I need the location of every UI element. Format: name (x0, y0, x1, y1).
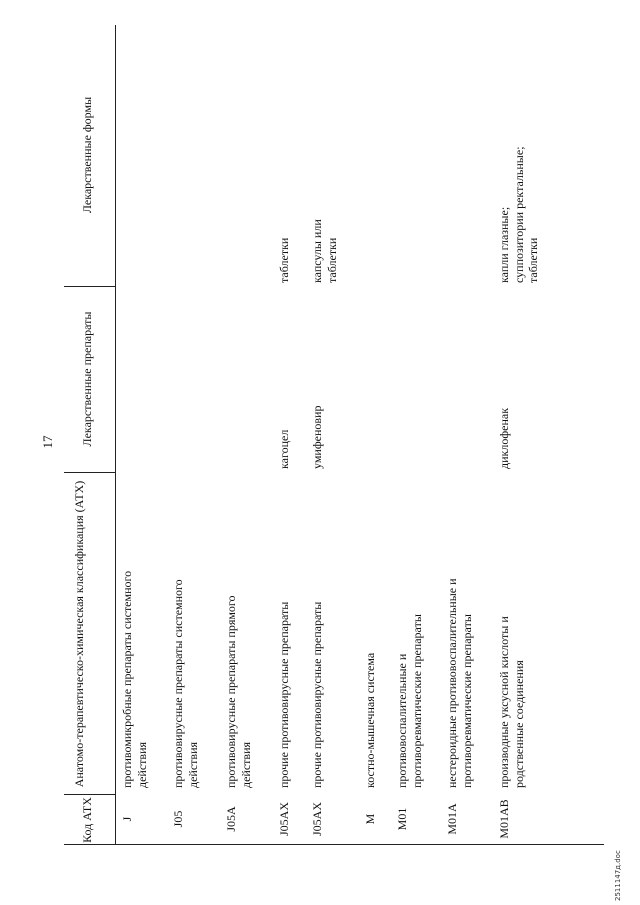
table-row-form: таблетки (277, 237, 291, 283)
page-number: 17 (40, 435, 55, 449)
table-row-drug: кагоцел (277, 429, 291, 469)
table-row-code: M (363, 813, 377, 825)
table-row-code: J (120, 816, 134, 822)
table-row-code: J05 (171, 810, 185, 828)
table-row-code: J05AX (310, 802, 324, 837)
table-row-classification: производные уксусной кислоты и родственные соединения (497, 616, 526, 788)
table-header-rule (115, 25, 116, 845)
table-row-classification: прочие противовирусные препараты (310, 601, 324, 788)
table-row-code: M01 (395, 807, 409, 831)
table-row-drug: умифеновир (310, 405, 324, 469)
table-row-drug: диклофенак (497, 407, 511, 469)
table-row-classification: костно-мышечная система (363, 652, 377, 788)
table-row-code: M01AB (497, 799, 511, 839)
header-drugs: Лекарственные препараты (80, 311, 94, 447)
table-row-classification: противовоспалительные и противоревматические препараты (395, 614, 424, 788)
table-top-rule (64, 844, 604, 845)
table-row-code: M01A (445, 803, 459, 835)
header-forms: Лекарственные формы (80, 96, 94, 214)
column-divider-classification (64, 472, 116, 473)
column-divider-drugs (64, 286, 116, 287)
column-divider-code (64, 794, 116, 795)
table-row-classification: противовирусные препараты системного действия (171, 579, 200, 788)
table-row-code: J05AX (277, 802, 291, 837)
table-row-form: капли глазные; суппозитории ректальные; таблетки (497, 146, 540, 283)
table-row-classification: прочие противовирусные препараты (277, 601, 291, 788)
header-code: Код АТХ (80, 797, 94, 843)
table-row-classification: противовирусные препараты прямого действия (224, 595, 253, 788)
table-row-classification: нестероидные противовоспалительные и противоревматические препараты (445, 578, 474, 788)
file-name: 2511147д.doc (614, 850, 622, 901)
table-row-form: капсулы или таблетки (310, 219, 339, 283)
header-classification: Анатомо-терапевтическо-химическая классификация (АТХ) (72, 480, 86, 788)
table-row-classification: противомикробные препараты системного действия (120, 570, 149, 788)
table-row-code: J05A (224, 806, 238, 832)
